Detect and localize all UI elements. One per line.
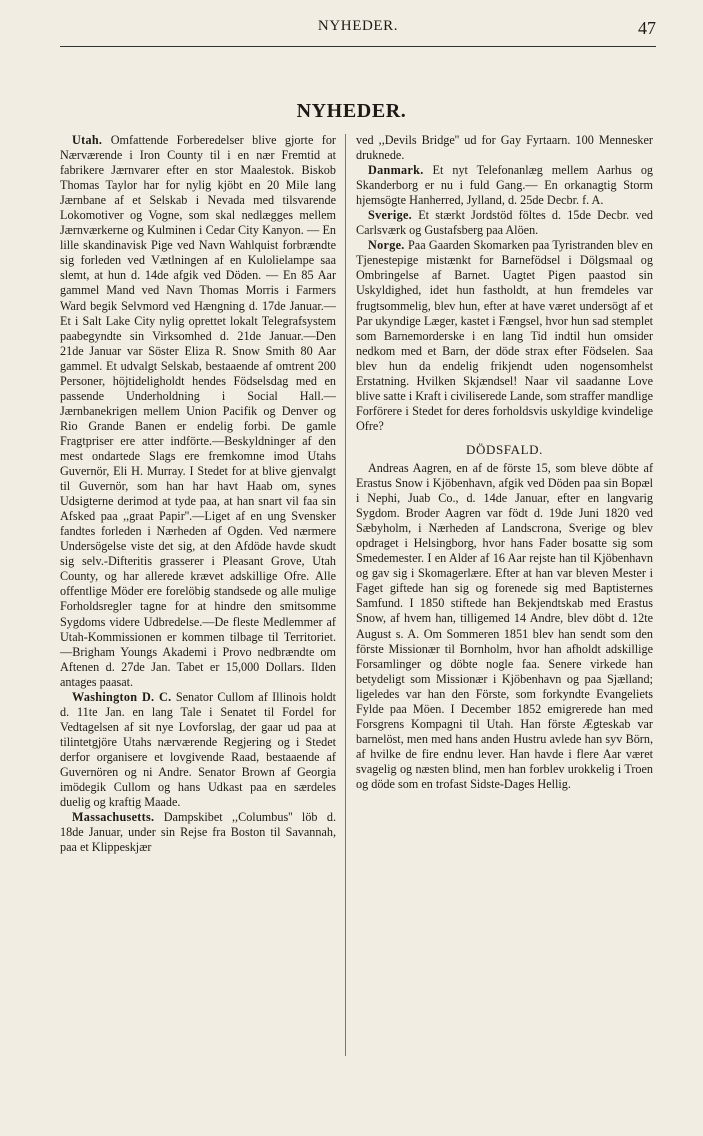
sverige-text: Et stærkt Jordstöd föltes d. 15de Decbr. ved Carlsværk og Gustafsberg paa Alöen.	[356, 208, 653, 238]
massachusetts-paragraph	[60, 810, 336, 855]
utah-text: Omfattende Forberedelser blive gjorte for Nærværende i Iron County til i en nær Fremtid at fabrikere Jærnvarer efter en stor Maalestok. Biskob Thomas Taylor har for nylig kjöbt en 20 Mile lang Jærnbane af et Selskab i Nevada med tilsvarende Lokomotiver og Vogne, som skal nedlægges mellem Jærnværkerne og Kulminen i Cedar City Kanyon. — En lille skandinavisk Pige ved Navn Wahlquist forbrændte sig forleden ved Vætlningen af en Kulolielampe saa slemt, at hun d. 14de afgik ved Döden. — En 85 Aar gammel Mand ved Navn Thomas Morris i Farmers Ward begik Selvmord ved Hængning d. 17de Januar.—Et i Salt Lake City nylig oprettet lokalt Telegrafsystem paabegyndte sin Virksomhed d. 21de Januar.—Den 21de Januar var Söster Eliza R. Snow Smith 80 Aar gammel. Et udvalgt Selskab, bestaaende af omtrent 200 Personer, höjtideligholdt hendes Födselsdag med en passende Underholdning i Social Hall.—Jærnbanekrigen mellem Union Pacifik og Denver og Rio Grande Banen er endelig forbi. De gamle Fragtpriser ere atter indförte.—Beskyldninger af den mest ondartede Slags ere fremkomne imod Utahs Guvernör, Eli H. Murray. I Stedet for at blive gjenvalgt til Guvernör, som han har havt Haab om, synes Udsigterne derimod at tyde paa, at han snart vil faa sin Afsked paa ,,graat Papir''.—Liget af en ung Svensker fandtes forleden i Nærheden af Ogden. Ved nærmere Undersögelse viste det sig, at den Afdöde havde skudt sig selv.-Difteritis grasserer i Pleasant Grove, Utah County, og har allerede krævet adskillige Ofre. Alle offentlige Möder ere forelöbig standsede og alle mulige Forholdsregler tagne for at hindre den smitsomme Sygdoms videre Udbredelse.—De fleste Medlemmer af Utah-Kommissionen er kommen tilbage til Territoriet.—Brigham Youngs Akademi i Provo nedbrændte om Aftenen d. 27de Jan. Tabet er 15,000 Dollars. Ilden antages paasat.	[60, 133, 336, 689]
column-divider	[345, 134, 346, 1056]
danmark-heading: Danmark.	[368, 163, 424, 178]
washington-text: Senator Cullom af Illinois holdt d. 11te Jan. en lang Tale i Senatet til Fordel for Vedtagelsen af sit nye Lovforslag, der gaar ud paa at tilintetgjöre Utahs nærværende Regjering og i Stedet derfor organisere et lovgivende Raad, bestaaende af Guvernören og ni Andre. Senator Brown af Georgia imödegik Cullom og hans Udkast paa en særdeles duelig og kraftig Maade.	[60, 689, 337, 810]
massachusetts-heading: Massachusetts.	[72, 810, 155, 825]
washington-paragraph	[60, 690, 336, 810]
right-column	[356, 133, 653, 792]
header-rule	[60, 46, 656, 47]
section-title: NYHEDER.	[296, 100, 407, 122]
running-head: NYHEDER.	[317, 18, 399, 34]
page-number: 47	[638, 18, 656, 38]
sverige-paragraph	[356, 208, 653, 238]
massachusetts-text: Dampskibet ,,Columbus'' löb d. 18de Januar, under sin Rejse fra Boston til Savannah, paa et Klippeskjær	[60, 810, 336, 855]
deaths-paragraph: Andreas Aagren, en af de förste 15, som bleve döbte af Erastus Snow i Kjöbenhavn, afgik ved Döden paa sin Bopæl i Nephi, Juab Co., d. 14de Januar, efter en langvarig Sygdom. Broder Aagren var födt d. 19de Juni 1820 ved Sæbyholm, i Nærheden af Landscrona, Sverige og blev opdraget i Helsingborg, hvor hans Fader bosatte sig som Smedemester. I en Alder af 16 Aar rejste han til Kjöbenhavn og gav sig i Skomagerlære. Efter at han var bleven Mester i Faget giftede han sig og forenede sig med Baptisternes Samfund. I 1850 stiftede han Bekjendtskab med Erastus Snow, af hvem han, tilligemed 14 Andre, blev döbt d. 12te August s. A. Om Sommeren 1851 blev han sendt som den förste Missionær til Bornholm, hvor han afholdt adskillige Forsamlinger og döbte nogle faa. Senere virkede han betydeligt som Missionær i Kjöbenhavn og paa Sjælland; ligeledes var han den Förste, som forkyndte Evangeliets Fylde paa Möen. I December 1852 emigrerede han med Forsgrens Kompagni til Utah. Han förste Ægteskab var barnelöst, men med hans anden Hustru avlede han syv Börn, af hvilke de fire endnu lever. Han havde i flere Aar været svagelig og næsten blind, men han forblev urokkelig i Troen og döde som en trofast Sidste-Dages Hellig.	[356, 460, 653, 791]
norge-text: Paa Gaarden Skomarken paa Tyristranden blev en Tjenestepige mistænkt for Barnefödsel i Dölgsmaal og Ombringelse af Barnet. Uagtet Pigen paastod sin Uskyldighed, idet hun fastholdt, at hun fremdeles var frugtsommelig, blev hun, efter at have været undersögt af et Par ukyndige Læger, kastet i Fængsel, hvor hun sad stemplet som Barnemorderske i en lang Tid indtil hun omsider nedkom med et Barn, der döde strax efter Födselen. Saa blev hun da endelig frikjendt uden nogensomhelst Erstatning. Hvilken Skjændsel! Naar vil saadanne Love blive satte i Kraft i civiliserede Lande, som straffer mandlige Forförere i Stedet for deres forholdsvis uskyldige kvindelige Ofre?	[356, 238, 654, 433]
left-column	[60, 133, 336, 855]
deaths-heading: DÖDSFALD.	[465, 441, 544, 457]
utah-paragraph	[60, 133, 336, 690]
washington-heading: Washington D. C.	[72, 689, 172, 704]
norge-paragraph	[356, 238, 653, 434]
page-header	[60, 18, 656, 42]
utah-heading: Utah.	[72, 133, 103, 147]
danmark-paragraph	[356, 163, 653, 208]
norge-heading: Norge.	[368, 238, 405, 253]
massachusetts-continuation: ved ,,Devils Bridge'' ud for Gay Fyrtaarn. 100 Mennesker druknede.	[356, 133, 653, 163]
danmark-text: Et nyt Telefonanlæg mellem Aarhus og Skanderborg er nu i fuld Gang.— En orkanagtig Storm hjemsögte Hanherred, Jylland, d. 25de Decbr. f. A.	[356, 163, 654, 208]
sverige-heading: Sverige.	[368, 208, 413, 223]
